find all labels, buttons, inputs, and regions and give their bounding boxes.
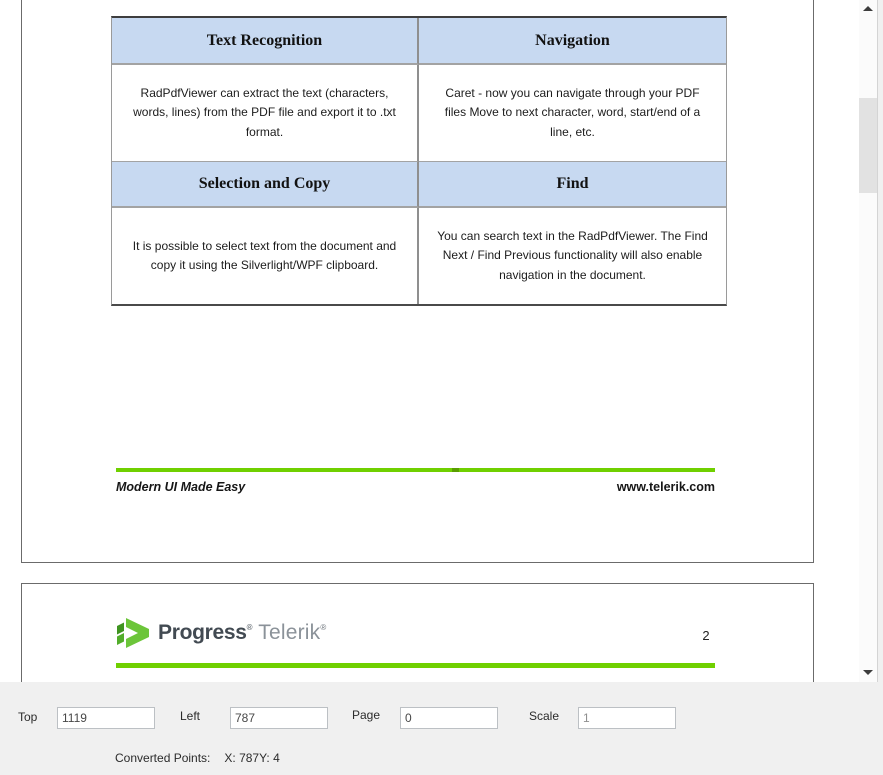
table-header-find: Find bbox=[419, 162, 726, 208]
page-number: 2 bbox=[702, 628, 710, 643]
converted-points-row bbox=[115, 751, 280, 765]
table-cell-selection-copy-desc: It is possible to select text from the document and copy it using the Silverlight/WPF clipboard. bbox=[112, 208, 419, 304]
scrollbar-thumb[interactable] bbox=[859, 98, 877, 193]
features-table bbox=[111, 16, 727, 306]
top-input[interactable] bbox=[57, 707, 155, 729]
pdf-page-2[interactable] bbox=[21, 583, 814, 682]
left-input[interactable] bbox=[230, 707, 328, 729]
footer-tagline: Modern UI Made Easy bbox=[116, 480, 246, 494]
scale-input[interactable] bbox=[578, 707, 676, 729]
converted-points-value: X: 787Y: 4 bbox=[224, 751, 280, 765]
chevron-down-icon bbox=[863, 670, 873, 675]
table-cell-navigation-desc: Caret - now you can navigate through your PDF files Move to next character, word, start/end of a line, etc. bbox=[419, 65, 726, 162]
footer-rule bbox=[116, 468, 715, 472]
scroll-up-button[interactable] bbox=[859, 0, 877, 16]
pdf-page-1[interactable] bbox=[21, 0, 814, 563]
converted-points-label: Converted Points: bbox=[115, 751, 211, 765]
chevron-up-icon bbox=[863, 6, 873, 11]
header-rule bbox=[116, 663, 715, 668]
table-header-text-recognition: Text Recognition bbox=[112, 18, 419, 65]
scroll-down-button[interactable] bbox=[859, 664, 877, 680]
scale-label: Scale bbox=[529, 709, 560, 723]
footer-rule-dot bbox=[452, 468, 459, 472]
progress-logo-icon bbox=[116, 617, 150, 649]
top-label: Top bbox=[18, 710, 38, 724]
vertical-scrollbar[interactable] bbox=[859, 0, 877, 682]
table-header-selection-copy: Selection and Copy bbox=[112, 162, 419, 208]
page-input[interactable] bbox=[400, 707, 498, 729]
window-right-strip bbox=[878, 0, 883, 775]
table-cell-text-recognition-desc: RadPdfViewer can extract the text (characters, words, lines) from the PDF file and export it to .txt format. bbox=[112, 65, 419, 162]
logo-brand-text: Progress® bbox=[158, 621, 253, 644]
page-footer bbox=[116, 480, 715, 494]
page-label: Page bbox=[352, 708, 381, 722]
registered-mark: ® bbox=[320, 623, 327, 632]
table-cell-find-desc: You can search text in the RadPdfViewer. The Find Next / Find Previous functionality will also enable navigation in the document. bbox=[437, 229, 708, 282]
registered-mark: ® bbox=[246, 623, 253, 632]
logo-product-text: Telerik® bbox=[258, 621, 327, 644]
footer-website: www.telerik.com bbox=[616, 480, 715, 494]
progress-telerik-logo bbox=[116, 617, 326, 649]
table-header-navigation: Navigation bbox=[419, 18, 726, 65]
left-label: Left bbox=[180, 709, 201, 723]
position-toolbar bbox=[0, 682, 883, 775]
